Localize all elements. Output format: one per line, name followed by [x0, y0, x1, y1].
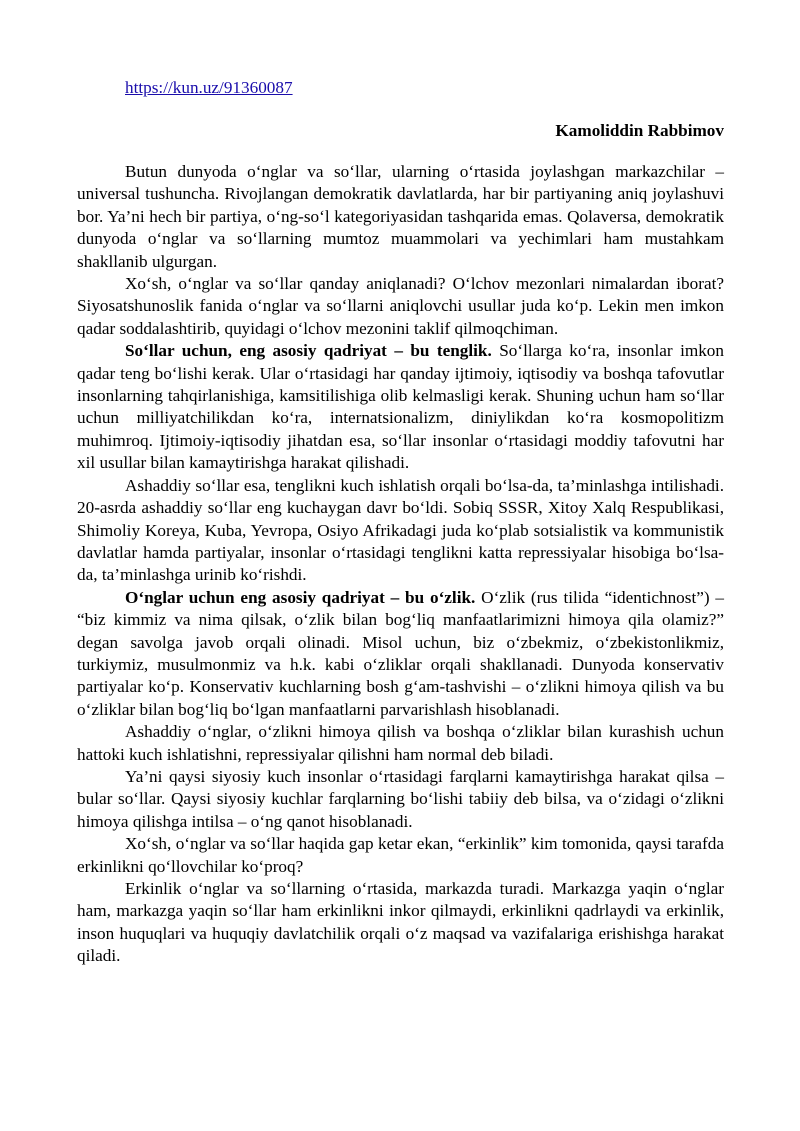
article-body	[77, 161, 724, 968]
paragraph-3: So‘llar uchun, eng asosiy qadriyat – bu tenglik. So‘llarga ko‘ra, insonlar imkon qadar teng bo‘lishi kerak. Ular o‘rtasidagi har qanday ijtimoiy, iqtisodiy va boshqa tafovutlar insonlarning tahqirlanishiga, kamsitilishiga olib kelmasligi kerak. Shuning uchun ham so‘llar uchun milliyatchilikdan ko‘ra, internatsionalizm, diniylikdan ko‘ra kosmopolitizm muhimroq. Ijtimoiy-iqtisodiy jihatdan esa, so‘llar insonlar o‘rtasidagi moddiy tafovutni har xil usullar bilan kamaytirishga harakat qilishadi.	[77, 341, 724, 473]
paragraph-7: Ya’ni qaysi siyosiy kuch insonlar o‘rtasidagi farqlarni kamaytirishga harakat qilsa – bular so‘llar. Qaysi siyosiy kuchlar farqlarning bo‘lishi tabiiy deb bilsa, va o‘zidagi o‘zlikni himoya qilishga intilsa – o‘ng qanot hisoblanadi.	[77, 766, 724, 831]
paragraph-lead: O‘nglar uchun eng asosiy qadriyat – bu o‘zlik.	[125, 587, 476, 607]
paragraph-6: Ashaddiy o‘nglar, o‘zlikni himoya qilish va boshqa o‘zliklar bilan kurashish uchun hattoki kuch ishlatishni, repressiyalar qilishni ham normal deb biladi.	[77, 722, 724, 764]
paragraph-lead: So‘llar uchun, eng asosiy qadriyat – bu tenglik.	[125, 341, 492, 361]
paragraph-4: Ashaddiy so‘llar esa, tenglikni kuch ishlatish orqali bo‘lsa-da, ta’minlashga intilishadi. 20-asrda ashaddiy so‘llar eng kuchaygan davr bo‘ldi. Sobiq SSSR, Xitoy Xalq Respublikasi, Shimoliy Koreya, Kuba, Yevropa, Osiyo Afrikadagi juda ko‘plab sotsialistik va kommunistik davlatlar hamda partiyalar, insonlar o‘rtasidagi tenglikni katta repressiyalar hisobiga bo‘lsa-da, ta’minlashga urinib ko‘rishdi.	[77, 475, 724, 585]
paragraph-1: Butun dunyoda o‘nglar va so‘llar, ularning o‘rtasida joylashgan markazchilar – universal tushuncha. Rivojlangan demokratik davlatlarda, har bir partiyaning aniq joylashuvi bor. Ya’ni hech bir partiya, o‘ng-so‘l kategoriyasidan tashqarida emas. Qolaversa, demokratik dunyoda o‘nglar va so‘llarning mumtoz muammolari va yechimlari ham mustahkam shakllanib ulgurgan.	[77, 162, 724, 271]
author-name: Kamoliddin Rabbimov	[555, 121, 724, 140]
source-link[interactable]: https://kun.uz/91360087	[125, 78, 293, 97]
paragraph-5: O‘nglar uchun eng asosiy qadriyat – bu o‘zlik. O‘zlik (rus tilida “identichnost”) – “biz kimmiz va nima qilsak, o‘zlik bilan bog‘liq manfaatlarimizni himoya qila olamiz?” degan savolga javob orqali olinadi. Misol uchun, biz o‘zbekmiz, o‘zbekistonlikmiz, turkiymiz, musulmonmiz va h.k. kabi o‘zliklar orqali shakllanadi. Dunyoda konservativ partiyalar ko‘p. Konservativ kuchlarning bosh g‘am-tashvishi – o‘zlikni himoya qilish va bu o‘zliklar bilan bog‘liq bo‘lgan manfaatlarni parvarishlash hisoblanadi.	[77, 587, 724, 719]
paragraph-8: Xo‘sh, o‘nglar va so‘llar haqida gap ketar ekan, “erkinlik” kim tomonida, qaysi tarafda erkinlikni qo‘llovchilar ko‘proq?	[77, 834, 724, 876]
paragraph-2: Xo‘sh, o‘nglar va so‘llar qanday aniqlanadi? O‘lchov mezonlari nimalardan iborat? Siyosatshunoslik fanida o‘nglar va so‘llarni aniqlovchi usullar juda ko‘p. Lekin men imkon qadar soddalashtirib, quyidagi o‘lchov mezonini taklif qilmoqchiman.	[77, 274, 724, 338]
paragraph-9: Erkinlik o‘nglar va so‘llarning o‘rtasida, markazda turadi. Markazga yaqin o‘nglar ham, markazga yaqin so‘llar ham erkinlikni inkor qilmaydi, erkinlikni qadrlaydi va erkinlik, inson huquqlari va huquqiy davlatchilik orqali o‘z maqsad va vazifalariga erishishga harakat qiladi.	[77, 879, 724, 966]
